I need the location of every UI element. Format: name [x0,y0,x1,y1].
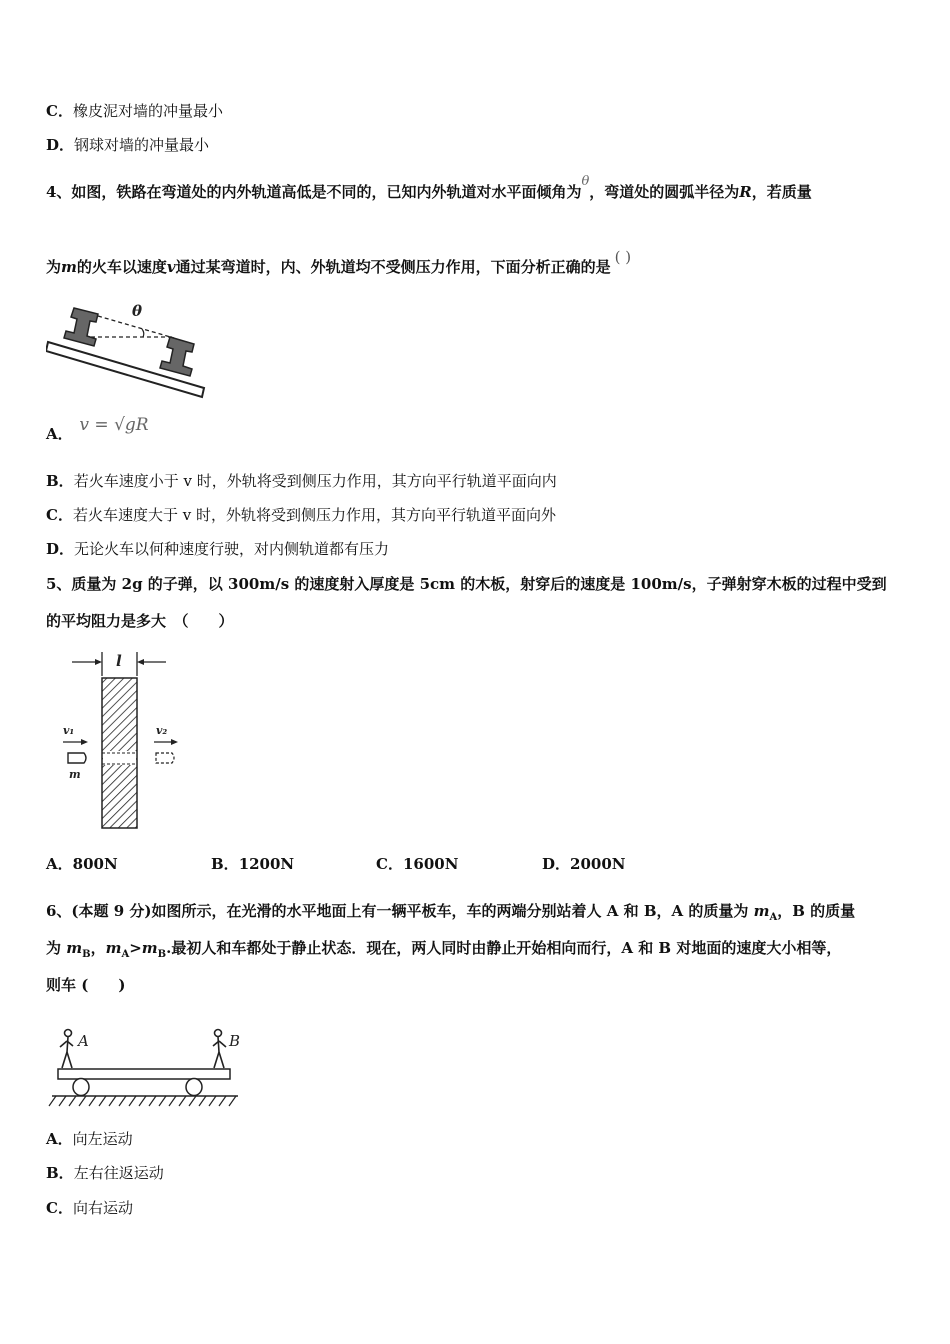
v2-label: v₂ [156,724,168,737]
option-label: D． [46,540,75,558]
bullet-exit [156,753,174,763]
q5-option-b: B．1200N [211,855,295,873]
answer-blank: ( ) [614,248,632,266]
option-label: B． [46,1164,74,1182]
q6-option-c [46,1198,133,1218]
v2-arrow [171,739,178,745]
formula-v-sqrt-gR: v = √gR [79,415,149,435]
wheel-right [186,1079,202,1096]
option-text: 向左运动 [72,1130,133,1148]
q4-option-c [46,505,556,525]
cart-board [58,1069,230,1079]
q6-option-a [46,1129,133,1149]
option-label: C． [46,102,73,120]
wheel-left [73,1079,89,1096]
q3-option-d [46,135,209,155]
q4-stem-line2: 为m的火车以速度v通过某弯道时，内、外轨道均不受侧压力作用，下面分析正确的是( ) [46,248,632,276]
q4-option-d [46,539,389,559]
q3-option-c [46,101,223,121]
theta-symbol: θ [581,174,590,189]
q6-stem-line3: 则车 ( ) [46,976,126,994]
thickness-label: l [116,652,122,670]
option-label: A． [46,425,73,443]
bullet [68,753,86,763]
option-label: B． [46,472,74,490]
option-label: D． [46,136,75,154]
option-text: 钢球对墙的冲量最小 [74,136,210,154]
q5-option-c: C．1600N [376,855,459,873]
q4-stem-line1: 4、如图，铁路在弯道处的内外轨道高低是不同的，已知内外轨道对水平面倾角为θ，弯道处的圆弧半径为R，若质量 [46,174,812,201]
q6-option-b [46,1163,164,1183]
q6-stem-line2: 为 $m_B$，$m_A>m_B$.最初人和车都处于静止状态．现在，两人同时由静止开始相向而行，A 和 B 对地面的速度大小相等， [46,939,842,960]
angle-arc [142,329,144,337]
bullet-board-figure [60,648,180,833]
person-a [60,1030,73,1069]
option-text: 向右运动 [72,1199,133,1217]
ground-hatch [49,1096,236,1106]
q6-stem-line1: 6、(本题 9 分)如图所示，在光滑的水平地面上有一辆平板车，车的两端分别站着人 A 和 B，A 的质量为 $m_A$，B 的质量 [46,902,856,923]
option-label: C． [46,506,73,524]
q4-option-a [46,415,149,444]
inner-rail [160,337,194,376]
q4-option-b [46,471,557,491]
v1-arrow [81,739,88,745]
outer-rail [64,308,98,346]
person-b [213,1030,226,1069]
theta-label: θ [132,302,143,320]
q5-option-a: A．800N [46,855,118,873]
banked-track-figure [46,300,211,400]
option-text: 无论火车以何种速度行驶，对内侧轨道都有压力 [74,540,390,558]
q5-stem-line2: 的平均阻力是多大 （ ） [46,612,234,630]
cart-figure [46,1022,241,1114]
q5-stem-line1: 5、质量为 2g 的子弹，以 300m/s 的速度射入厚度是 5cm 的木板，射穿后的速度是 100m/s，子弹射穿木板的过程中受到 [46,575,887,593]
option-label: C． [46,1199,73,1217]
v1-label: v₁ [63,724,75,737]
option-text: 左右往返运动 [73,1164,164,1182]
label-a: A [78,1032,89,1050]
option-text: 若火车速度小于 v 时，外轨将受到侧压力作用，其方向平行轨道平面向内 [73,472,557,490]
mass-label: m [69,768,81,781]
option-label: A． [46,1130,73,1148]
option-text: 橡皮泥对墙的冲量最小 [72,102,223,120]
label-b: B [229,1032,241,1050]
q5-option-d: D．2000N [542,855,626,873]
option-text: 若火车速度大于 v 时，外轨将受到侧压力作用，其方向平行轨道平面向外 [72,506,556,524]
